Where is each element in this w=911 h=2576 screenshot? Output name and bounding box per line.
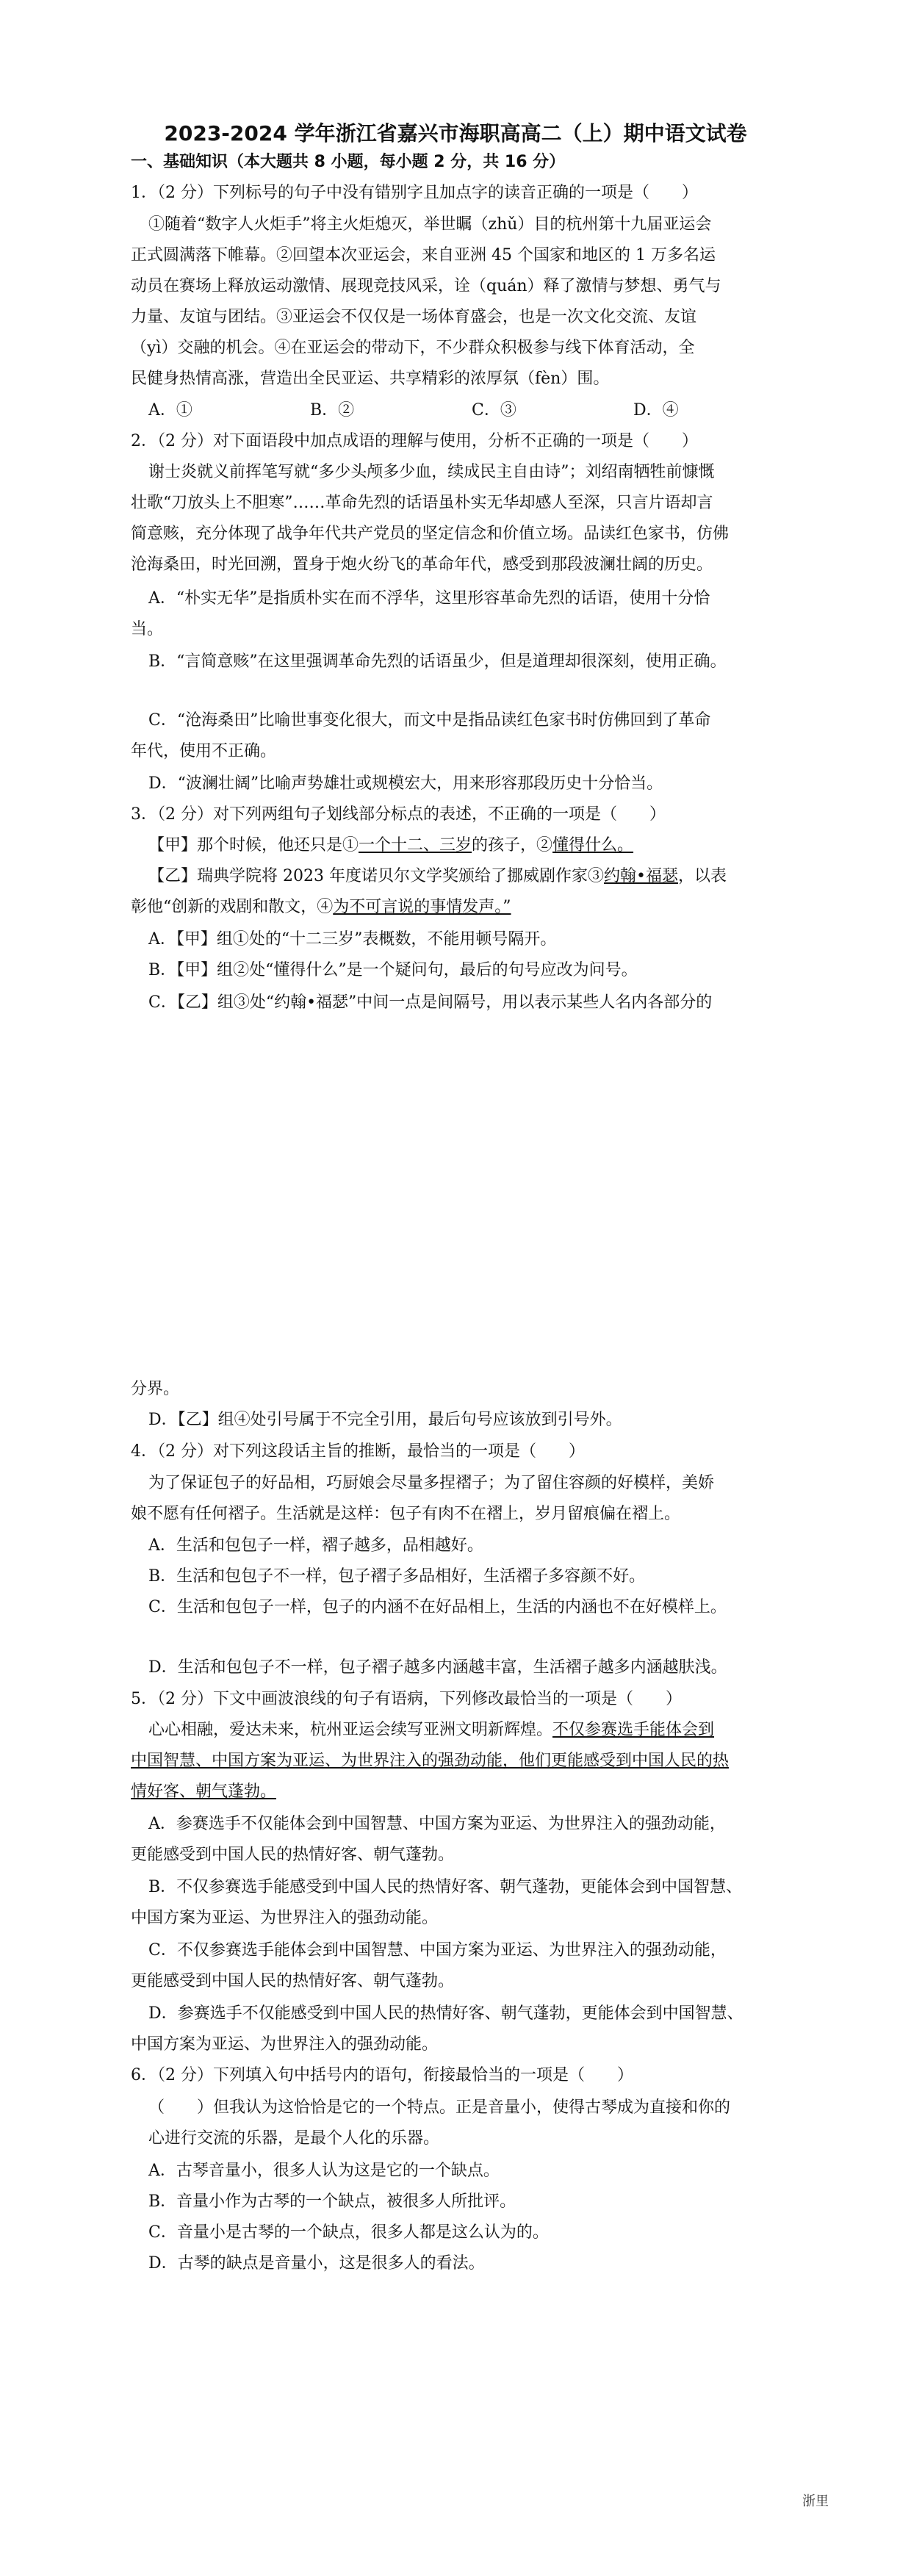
q3-sentence-jia <box>148 835 633 857</box>
q2-stem: 2．（2 分）对下面语段中加点成语的理解与使用，分析不正确的一项是（ ） <box>131 432 698 450</box>
q1-stem: 1．（2 分）下列标号的句子中没有错别字且加点字的读音正确的一项是（ ） <box>131 184 698 202</box>
q5-option-b: B．不仅参赛选手能感受到中国人民的热情好客、朝气蓬勃，更能体会到中国智慧、 <box>148 1878 743 1896</box>
q6-stem: 6．（2 分）下列填入句中括号内的语句，衔接最恰当的一项是（ ） <box>131 2066 633 2084</box>
q5-option-d: D．参赛选手不仅能感受到中国人民的热情好客、朝气蓬勃，更能体会到中国智慧、 <box>148 2004 743 2023</box>
q3-stem: 3．（2 分）对下列两组句子划线部分标点的表述，不正确的一项是（ ） <box>131 805 666 824</box>
q3-yi-underline-1: 约翰•福瑟 <box>603 867 678 885</box>
q5-line <box>148 1719 714 1741</box>
q5-wavy-sentence-cont: 中国智慧、中国方案为亚运、为世界注入的强劲动能，他们更能感受到中国人民的热 <box>131 1752 730 1770</box>
q3-jia-underline-2: 懂得什么。 <box>552 836 634 855</box>
q2-line: 谢士炎就义前挥笔写就“多少头颅多少血，续成民主自由诗”；刘绍南牺牲前慷慨 <box>148 463 715 481</box>
q3-option-b: B．【甲】组②处“懂得什么”是一个疑问句，最后的句号应改为问号。 <box>148 961 638 979</box>
q6-option-c: C．音量小是古琴的一个缺点，很多人都是这么认为的。 <box>148 2223 549 2242</box>
q2-option-c-cont: 年代，使用不正确。 <box>131 742 277 760</box>
q1-option-a: A．① <box>148 401 192 420</box>
q3-sentence-yi <box>148 866 727 888</box>
q2-option-a: A．“朴实无华”是指质朴实在而不浮华，这里形容革命先烈的话语，使用十分恰 <box>148 589 710 608</box>
q1-line: （yì）交融的机会。④在亚运会的带动下，不少群众积极参与线下体育活动，全 <box>131 339 695 357</box>
q3-yi-prefix: 【乙】瑞典学院将 2023 年度诺贝尔文学奖颁给了挪威剧作家③ <box>148 867 604 885</box>
q5-option-a-cont: 更能感受到中国人民的热情好客、朝气蓬勃。 <box>131 1846 455 1864</box>
q2-line: 简意赅，充分体现了战争年代共产党员的坚定信念和价值立场。品读红色家书，仿佛 <box>131 525 730 543</box>
q6-option-a: A．古琴音量小，很多人认为这是它的一个缺点。 <box>148 2162 500 2180</box>
q3-option-d: D．【乙】组④处引号属于不完全引用，最后句号应该放到引号外。 <box>148 1411 622 1429</box>
q1-line: 正式圆满落下帷幕。②回望本次亚运会，来自亚洲 45 个国家和地区的 1 万多名运 <box>131 246 716 265</box>
q3-jia-underline-1: 一个十二、三岁 <box>359 836 472 855</box>
q5-option-c-cont: 更能感受到中国人民的热情好客、朝气蓬勃。 <box>131 1972 455 1990</box>
q1-line: ①随着“数字人火炬手”将主火炬熄灭，举世瞩（zhǔ）目的杭州第十九届亚运会 <box>148 215 712 234</box>
q5-wavy-sentence-end: 情好客、朝气蓬勃。 <box>131 1782 277 1801</box>
q4-option-d: D．生活和包包子不一样，包子褶子越多内涵越丰富，生活褶子越多内涵越肤浅。 <box>148 1658 727 1677</box>
q5-wavy-sentence: 不仅参赛选手能体会到 <box>552 1721 715 1739</box>
q5-stem: 5．（2 分）下文中画波浪线的句子有语病，下列修改最恰当的一项是（ ） <box>131 1690 682 1708</box>
q2-line: 壮歌“刀放头上不胆寒”……革命先烈的话语虽朴实无华却感人至深，只言片语却言 <box>131 494 713 512</box>
q2-option-c: C．“沧海桑田”比喻世事变化很大，而文中是指品读红色家书时仿佛回到了革命 <box>148 711 711 730</box>
q1-line: 力量、友谊与团结。③亚运会不仅仅是一场体育盛会，也是一次文化交流、友谊 <box>131 308 697 326</box>
exam-title: 2023-2024 学年浙江省嘉兴市海职高高二（上）期中语文试卷 <box>164 121 747 145</box>
q1-option-d: D．④ <box>633 401 679 420</box>
q6-option-b: B．音量小作为古琴的一个缺点，被很多人所批评。 <box>148 2192 516 2211</box>
q5-option-a: A．参赛选手不仅能体会到中国智慧、中国方案为亚运、为世界注入的强劲动能， <box>148 1815 726 1833</box>
q1-line: 动员在赛场上释放运动激情、展现竞技风采，诠（quán）释了激情与梦想、勇气与 <box>131 277 721 295</box>
q5-option-d-cont: 中国方案为亚运、为世界注入的强劲动能。 <box>131 2035 439 2054</box>
q2-option-b: B．“言简意赅”在这里强调革命先烈的话语虽少，但是道理却很深刻，使用正确。 <box>148 652 727 671</box>
q3-option-c: C．【乙】组③处“约翰•福瑟”中间一点是间隔号，用以表示某些人名内各部分的 <box>148 993 713 1012</box>
q5-option-b-cont: 中国方案为亚运、为世界注入的强劲动能。 <box>131 1909 439 1927</box>
q6-option-d: D．古琴的缺点是音量小，这是很多人的看法。 <box>148 2254 485 2273</box>
q2-option-d: D．“波澜壮阔”比喻声势雄壮或规模宏大，用来形容那段历史十分恰当。 <box>148 774 663 793</box>
q1-option-b: B．② <box>310 401 355 420</box>
q5-option-c: C．不仅参赛选手能体会到中国智慧、中国方案为亚运、为世界注入的强劲动能， <box>148 1941 727 1960</box>
q3-jia-mid: 的孩子，② <box>472 836 553 855</box>
q2-option-a-cont: 当。 <box>131 620 164 638</box>
q1-option-c: C．③ <box>472 401 516 420</box>
q5-line1-plain: 心心相融，爱达未来，杭州亚运会续写亚洲文明新辉煌。 <box>148 1721 553 1739</box>
q3-yi-suffix: ，以表 <box>677 867 727 885</box>
page-footer: 浙里 <box>802 2494 829 2509</box>
q3-sentence-yi-cont <box>131 896 511 918</box>
q6-line: 心进行交流的乐器，是最个人化的乐器。 <box>148 2129 440 2148</box>
q3-option-a: A．【甲】组①处的“十二三岁”表概数，不能用顿号隔开。 <box>148 930 557 949</box>
q2-line: 沧海桑田，时光回溯，置身于炮火纷飞的革命年代，感受到那段波澜壮阔的历史。 <box>131 555 713 574</box>
section-heading: 一、基础知识（本大题共 8 小题，每小题 2 分，共 16 分） <box>131 153 566 171</box>
q4-option-b: B．生活和包包子不一样，包子褶子多品相好，生活褶子多容颜不好。 <box>148 1567 646 1586</box>
q1-line: 民健身热情高涨，营造出全民亚运、共享精彩的浓厚氛（fèn）围。 <box>131 370 610 388</box>
q3-yi-underline-2: 为不可言说的事情发声。” <box>333 898 511 916</box>
q3-jia-prefix: 【甲】那个时候，他还只是① <box>148 836 359 855</box>
q3-option-c-cont: 分界。 <box>131 1380 180 1398</box>
q4-stem: 4．（2 分）对下列这段话主旨的推断，最恰当的一项是（ ） <box>131 1442 585 1461</box>
q4-line: 娘不愿有任何褶子。生活就是这样：包子有肉不在褶上，岁月留痕偏在褶上。 <box>131 1505 681 1523</box>
q4-option-c: C．生活和包包子一样，包子的内涵不在好品相上，生活的内涵也不在好模样上。 <box>148 1598 727 1616</box>
q4-option-a: A．生活和包包子一样，褶子越多，品相越好。 <box>148 1536 483 1555</box>
q6-line: （ ）但我认为这恰恰是它的一个特点。正是音量小，使得古琴成为直接和你的 <box>148 2098 731 2117</box>
q3-yi2-prefix: 彰他“创新的戏剧和散文，④ <box>131 898 334 916</box>
q4-line: 为了保证包子的好品相，巧厨娘会尽量多捏褶子；为了留住容颜的好模样，美娇 <box>148 1474 715 1492</box>
